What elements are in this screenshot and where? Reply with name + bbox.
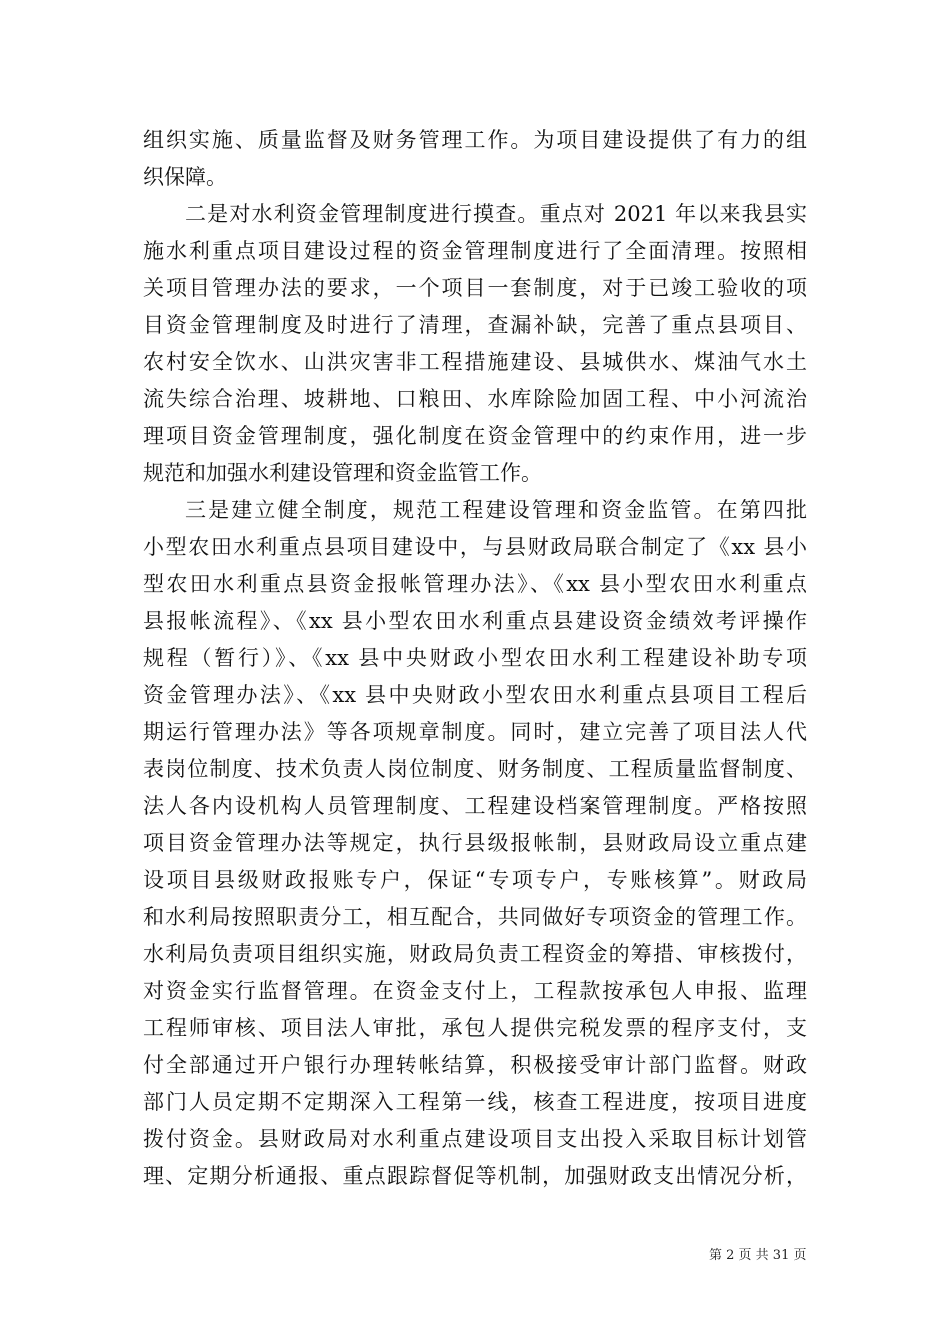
text-line: 规范和加强水利建设管理和资金监管工作。 [143,461,542,485]
text-line: 织保障。 [143,165,227,189]
text-line: 组织实施、质量监督及财务管理工作。为项目建设提供了有力的组 [143,128,807,152]
text-line: 目资金管理制度及时进行了清理，查漏补缺，完善了重点县项目、 [143,313,807,337]
text-line: 流失综合治理、坡耕地、口粮田、水库除险加固工程、中小河流治 [143,387,807,411]
text-line: 理、定期分析通报、重点跟踪督促等机制，加强财政支出情况分析， [143,1164,807,1188]
text-line: 关项目管理办法的要求，一个项目一套制度，对于已竣工验收的项 [143,276,807,300]
text-line: 理项目资金管理制度，强化制度在资金管理中的约束作用，进一步 [143,424,807,448]
text-line: 工程师审核、项目法人审批，承包人提供完税发票的程序支付，支 [143,1016,807,1040]
text-line: 型农田水利重点县资金报帐管理办法》、《xx 县小型农田水利重点 [143,572,807,596]
text-line: 规程（暂行）》、《xx 县中央财政小型农田水利工程建设补助专项 [143,646,807,670]
text-line: 施水利重点项目建设过程的资金管理制度进行了全面清理。按照相 [143,239,807,263]
text-line: 和水利局按照职责分工，相互配合，共同做好专项资金的管理工作。 [143,905,807,929]
text-line: 对资金实行监督管理。在资金支付上，工程款按承包人申报、监理 [143,979,807,1003]
text-line: 三是建立健全制度，规范工程建设管理和资金监管。在第四批 [185,498,807,522]
page-number-footer: 第 2 页 共 31 页 [709,1248,807,1263]
text-line: 付全部通过开户银行办理转帐结算，积极接受审计部门监督。财政 [143,1053,807,1077]
text-line: 部门人员定期不定期深入工程第一线，核查工程进度，按项目进度 [143,1090,807,1114]
text-line: 水利局负责项目组织实施，财政局负责工程资金的筹措、审核拨付， [143,942,807,966]
text-line: 拨付资金。县财政局对水利重点建设项目支出投入采取目标计划管 [143,1127,807,1151]
paragraph [143,122,807,196]
text-line: 二是对水利资金管理制度进行摸查。重点对 2021 年以来我县实 [185,202,807,226]
text-line: 表岗位制度、技术负责人岗位制度、财务制度、工程质量监督制度、 [143,757,807,781]
text-line: 设项目县级财政报账专户，保证“专项专户，专账核算”。财政局 [143,868,807,892]
text-line: 小型农田水利重点县项目建设中，与县财政局联合制定了《xx 县小 [143,535,807,559]
paragraph [143,196,807,492]
text-line: 农村安全饮水、山洪灾害非工程措施建设、县城供水、煤油气水土 [143,350,807,374]
document-body [143,122,807,1195]
text-line: 期运行管理办法》等各项规章制度。同时，建立完善了项目法人代 [143,720,807,744]
text-line: 资金管理办法》、《xx 县中央财政小型农田水利重点县项目工程后 [143,683,807,707]
paragraph [143,492,807,1195]
text-line: 项目资金管理办法等规定，执行县级报帐制，县财政局设立重点建 [143,831,807,855]
text-line: 县报帐流程》、《xx 县小型农田水利重点县建设资金绩效考评操作 [143,609,807,633]
text-line: 法人各内设机构人员管理制度、工程建设档案管理制度。严格按照 [143,794,807,818]
